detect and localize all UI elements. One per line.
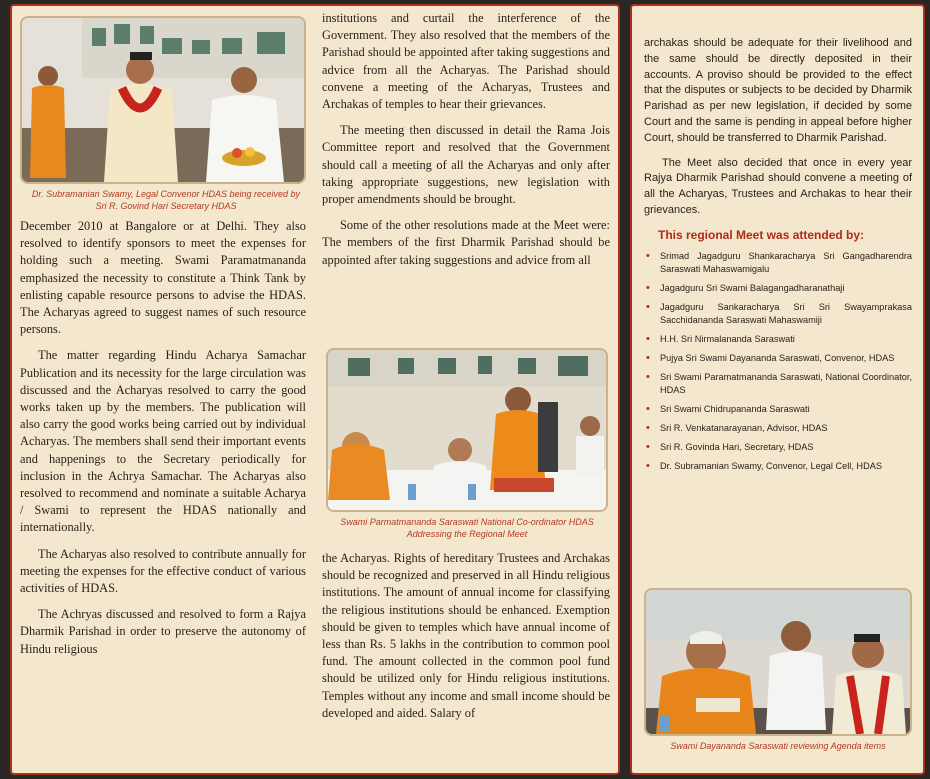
list-item: [644, 460, 912, 473]
attendees-heading: This regional Meet was attended by:: [658, 227, 865, 242]
right-page: [630, 4, 925, 775]
bullet-icon: •: [646, 370, 650, 383]
attendee-name: Srimad Jagadguru Shankaracharya Sri Gangadharendra Saraswati Mahaswamigalu: [660, 250, 912, 274]
paragraph: December 2010 at Bangalore or at Delhi. They also resolved to identify sponsors to meet the expenses for holding such a meeting. Swami Paramatmananda emphasized the necessity to constitute a Think Tank by enlisting capable resource persons to advise the HDAS. The Acharyas agreed to suggest names of such resource persons.: [20, 219, 306, 337]
photo-agenda-review-image: [646, 590, 910, 734]
photo-regional-meet-image: [328, 350, 606, 510]
attendee-name: Dr. Subramanian Swamy, Convenor, Legal Cell, HDAS: [660, 460, 882, 471]
paragraph: The meeting then discussed in detail the Rama Jois Committee report and resolved that the Government should call a meeting of all the Acharyas and only after taking appropriate suggestions, new legislation with proper amendments should be brought.: [322, 123, 610, 207]
paragraph: The Achryas discussed and resolved to form a Rajya Dharmik Parishad in order to preserve the autonomy of Hindu religious: [20, 607, 306, 656]
photo-swamy-received: [20, 16, 306, 184]
attendee-name: Pujya Sri Swami Dayananda Saraswati, Convenor, HDAS: [660, 352, 895, 363]
list-item: [644, 250, 912, 276]
attendee-name: Jagadguru Sankaracharya Sri Sri Swayamprakasa Sacchidananda Saraswati Mahaswamiji: [660, 301, 912, 325]
middle-column-text-bottom: [322, 550, 610, 731]
photo-agenda-review: [644, 588, 912, 736]
photo-regional-meet: [326, 348, 608, 512]
list-item: [644, 422, 912, 435]
paragraph: institutions and curtail the interference of the Government. They also resolved that the members of the Parishad should be appointed after taking suggestions and advice from all the Acharyas. The Parishad should convene a meeting of the Acharyas, Trustees and Archakas of temples to hear their grievances.: [322, 11, 610, 112]
left-column-text: [20, 218, 306, 667]
attendee-name: Sri R. Govinda Hari, Secretary, HDAS: [660, 441, 814, 452]
list-item: [644, 371, 912, 397]
list-item: [644, 301, 912, 327]
list-item: [644, 441, 912, 454]
bullet-icon: •: [646, 249, 650, 262]
paragraph: archakas should be adequate for their livelihood and the same should be directly deposited in their accounts. A proviso should be provided to the effect that the disputes or subjects to be decided by Dharmik Parishad as per new legislation, if decided by some Court and the same is pending in appeal before higher Court, should be transferred to Dharmik Parishad.: [644, 37, 912, 144]
bullet-icon: •: [646, 421, 650, 434]
attendee-name: Sri R. Venkatanarayanan, Advisor, HDAS: [660, 422, 828, 433]
bullet-icon: •: [646, 351, 650, 364]
middle-column-text-top: [322, 10, 610, 278]
attendee-name: Sri Swami Chidrupananda Saraswati: [660, 403, 810, 414]
photo1-caption: Dr. Subramanian Swamy, Legal Convenor HDAS being received by Sri R. Govind Hari Secretary HDAS: [31, 189, 301, 211]
right-column-text: [644, 36, 912, 479]
paragraph: The Meet also decided that once in every year Rajya Dharmik Parishad should convene a meeting of all the Acharyas, Trustees and Archakas to hear their grievances.: [644, 156, 912, 216]
bullet-icon: •: [646, 300, 650, 313]
list-item: [644, 282, 912, 295]
paragraph: the Acharyas. Rights of hereditary Trustees and Archakas should be recognized and preserved in all Hindu religious institutions. The amount of annual income for classifying the religious institutions should be enhanced. Exemption should be given to temples which have annual income of less than Rs. 5 lakhs in the contribution to common pool fund. The amount collected in the common pool fund should be utilized only for Hindu religious institutions. Temples without any income and small income should be developed and aided. Salary of: [322, 551, 610, 720]
attendee-name: Jagadguru Sri Swami Balagangadharanathaji: [660, 282, 845, 293]
photo2-caption: Swami Parmatmananda Saraswati National Co-ordinator HDAS Addressing the Regional Meet: [340, 517, 594, 539]
attendee-name: H.H. Sri Nirmalananda Saraswati: [660, 333, 795, 344]
paragraph: Some of the other resolutions made at the Meet were: The members of the first Dharmik Parishad should be appointed after taking suggestions and advice from all: [322, 218, 610, 267]
list-item: [644, 403, 912, 416]
bullet-icon: •: [646, 402, 650, 415]
left-page: [10, 4, 620, 775]
bullet-icon: •: [646, 332, 650, 345]
photo-swamy-received-image: [22, 18, 304, 182]
bullet-icon: •: [646, 281, 650, 294]
bullet-icon: •: [646, 440, 650, 453]
bullet-icon: •: [646, 459, 650, 472]
attendee-name: Sri Swami Paramatmananda Saraswati, National Coordinator, HDAS: [660, 371, 912, 395]
paragraph: The matter regarding Hindu Acharya Samachar Publication and its necessity for the large circulation was discussed and the Acharyas resolved to carry the good works taken up by the members. The publication will also carry the good works being carried out by individual Acharyas. The members shall send their important events and happenings to the Secretary periodically for inclusion in the Achrya Samachar. The Acharyas also resolved to recommend and nominate a suitable Acharya / Swami to represent the HDAS nationally and internationally.: [20, 348, 306, 535]
paragraph: The Acharyas also resolved to contribute annually for meeting the expenses for the effective conduct of various activities of HDAS.: [20, 546, 306, 596]
list-item: [644, 352, 912, 365]
list-item: [644, 333, 912, 346]
photo3-caption: Swami Dayananda Saraswati reviewing Agenda items: [670, 741, 886, 751]
attendees-list: [644, 250, 912, 473]
